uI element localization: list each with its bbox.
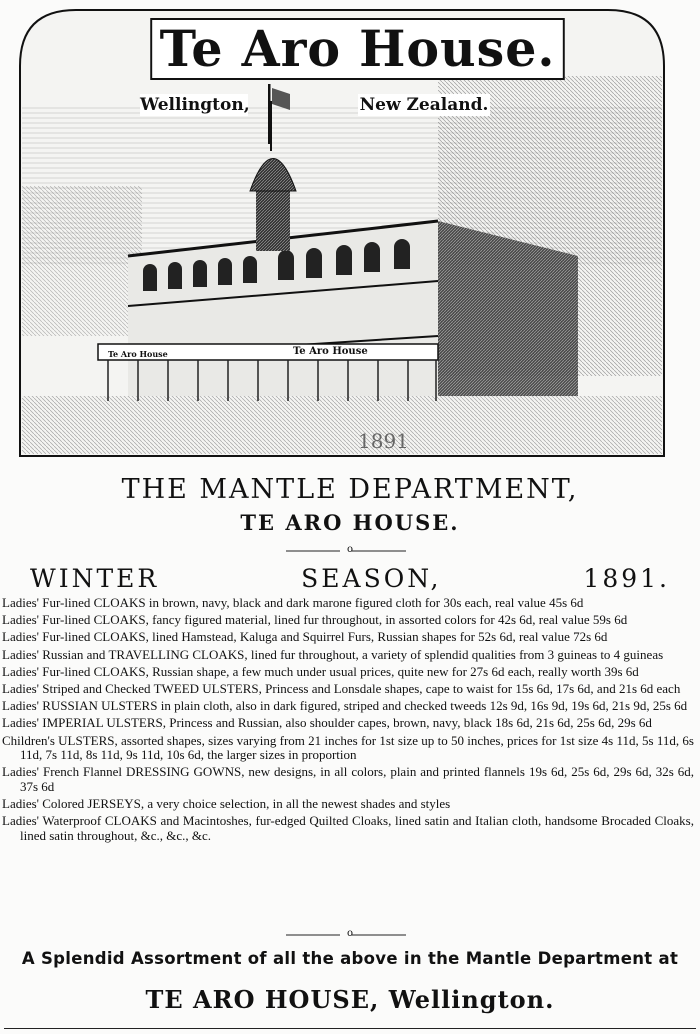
list-item: Ladies' IMPERIAL ULSTERS, Princess and Russian, also shoulder capes, brown, navy, black 18s 6d, 21s 6d, 25s 6d, 29s 6d — [2, 715, 652, 731]
list-item: Ladies' Fur-lined CLOAKS, Russian shape, a few much under usual prices, quite new for 27s 6d each, really worth 39s 6d — [2, 663, 639, 679]
list-item: Ladies' Colored JERSEYS, a very choice selection, in all the newest shades and styles — [2, 796, 451, 812]
season-word-season: SEASON, — [301, 564, 442, 593]
divider-mark-lower: o — [346, 928, 354, 939]
season-word-winter: WINTER — [30, 564, 160, 593]
country-label: New Zealand. — [359, 95, 489, 115]
footer-store-name: TE ARO HOUSE, Wellington. — [145, 985, 555, 1014]
building-engraving — [18, 6, 666, 458]
te-aro-house-heading: TE ARO HOUSE. — [240, 510, 460, 535]
list-item: Ladies' French Flannel DRESSING GOWNS, new designs, in all colors, plain and printed flannels 19s 6d, 25s 6d, 29s 6d, 32s 6d, 37s 6d — [2, 764, 694, 794]
building-sign-left: Te Aro House — [108, 349, 168, 359]
list-item: Ladies' Russian and TRAVELLING CLOAKS, lined fur throughout, a variety of splendid qualities from 3 guineas to 4 guineas — [2, 646, 664, 662]
splendid-assortment-line: A Splendid Assortment of all the above in the Mantle Department at — [21, 949, 679, 968]
list-item: Ladies' Waterproof CLOAKS and Macintoshes, fur-edged Quilted Cloaks, lined satin and Italian cloth, handsome Brocaded Cloaks, lined satin throughout, &c., &c., &c. — [2, 813, 694, 843]
list-item: Ladies' Striped and Checked TWEED ULSTERS, Princess and Lonsdale shapes, cape to waist for 15s 6d, 17s 6d, and 21s 6d each — [2, 680, 681, 696]
svg-text:1891: 1891 — [358, 429, 409, 453]
list-item: Ladies' Fur-lined CLOAKS, fancy figured material, lined fur throughout, in assorted colors for 42s 6d, real value 59s 6d — [2, 612, 628, 628]
bottom-rule — [4, 1028, 696, 1029]
divider-mark: o — [346, 544, 354, 555]
store-title: Te Aro House. — [150, 18, 565, 80]
building-sign-centre: Te Aro House — [290, 346, 371, 357]
mantle-department-heading: THE MANTLE DEPARTMENT, — [121, 474, 579, 505]
item-list — [0, 596, 700, 846]
season-year: 1891. — [583, 564, 670, 593]
list-item: Ladies' Fur-lined CLOAKS in brown, navy, black and dark marone figured cloth for 30s each, real value 45s 6d — [2, 595, 584, 610]
season-heading — [30, 565, 670, 593]
list-item: Ladies' RUSSIAN ULSTERS in plain cloth, also in dark figured, striped and checked tweeds 12s 9d, 16s 9d, 19s 6d, 21s 9d, 25s 6d — [2, 698, 688, 714]
city-label: Wellington, — [140, 95, 250, 115]
list-item: Children's ULSTERS, assorted shapes, sizes varying from 21 inches for 1st size up to 50 inches, prices for 1st size 4s 11d, 5s 11d, 6s 11d, 7s 11d, 8s 11d, 9s 11d, 10s 6d, the larger sizes in proportion — [2, 732, 694, 763]
list-item: Ladies' Fur-lined CLOAKS, lined Hamstead, Kaluga and Squirrel Furs, Russian shapes for 52s 6d, real value 72s 6d — [2, 629, 608, 645]
